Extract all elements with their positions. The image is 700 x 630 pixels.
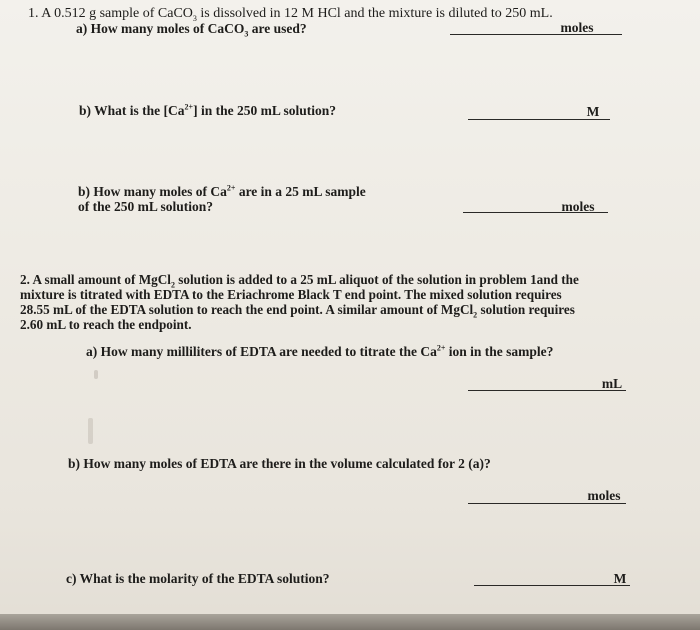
q2-stem-line3 [20,302,575,320]
q1c-question-line1 [78,184,366,199]
q1a-subscript: 3 [244,29,249,39]
q2-stem-line4: 2.60 mL to reach the endpoint. [20,317,192,332]
q1c-text-a: b) How many moles of Ca [78,184,227,199]
q2a-question [86,344,553,359]
q1a-text-a: a) How many moles of CaCO [76,21,245,36]
paper-smudge-mark [94,370,98,379]
q1-stem-text-b: is dissolved in 12 M HCl and the mixture is diluted to 250 mL. [196,6,553,21]
q2c-question: c) What is the molarity of the EDTA solution? [66,571,330,586]
q1b-superscript: 2+ [184,102,194,112]
page-bottom-edge [0,614,700,630]
q2-stem-line2: mixture is titrated with EDTA to the Eriachrome Black T end point. The mixed solution requires [20,287,562,302]
q1c-superscript: 2+ [226,183,236,193]
paper-smudge-mark [88,418,93,444]
q1-stem [28,6,553,21]
q1-stem-text-a: A 0.512 g sample of CaCO [41,6,193,21]
q2-line1-subscript: 2 [170,280,175,290]
q2b-question: b) How many moles of EDTA are there in the volume calculated for 2 (a)? [68,456,491,471]
q2-stem-line1 [20,272,579,290]
q2c-answer-blank[interactable] [474,585,630,586]
q1-stem-subscript: 3 [192,13,197,23]
q1c-text-b: are in a 25 mL sample [235,184,366,199]
q2-line1-text-b: solution is added to a 25 mL aliquot of the solution in problem 1and the [174,272,579,287]
q2-line3-text-b: solution requires [477,302,575,317]
q2b-unit: moles [587,488,621,503]
q1a-question [76,21,307,39]
q2c-unit: M [613,571,627,586]
q1-number: 1. [28,6,39,21]
q2a-unit: mL [601,376,623,391]
q1c-unit: moles [561,199,595,214]
q1a-unit: moles [560,20,594,35]
q2a-text-b: ion in the sample? [445,344,554,359]
q2-line1-text-a: A small amount of MgCl [32,272,171,287]
q1a-text-b: are used? [248,21,307,36]
q1b-text-a: b) What is the [Ca [79,103,185,118]
q1b-unit: M [586,104,600,119]
q1c-question-line2: of the 250 mL solution? [78,199,214,214]
q1b-question [79,103,336,118]
q2a-text-a: a) How many milliliters of EDTA are needed to titrate the Ca [86,344,437,359]
q2-line3-text-a: 28.55 mL of the EDTA solution to reach the end point. A similar amount of MgCl [20,302,474,317]
q1b-text-b: ] in the 250 mL solution? [193,103,336,118]
q2a-superscript: 2+ [436,343,446,353]
q2-line3-subscript: 2 [473,310,478,320]
q2-number: 2. [20,272,30,287]
